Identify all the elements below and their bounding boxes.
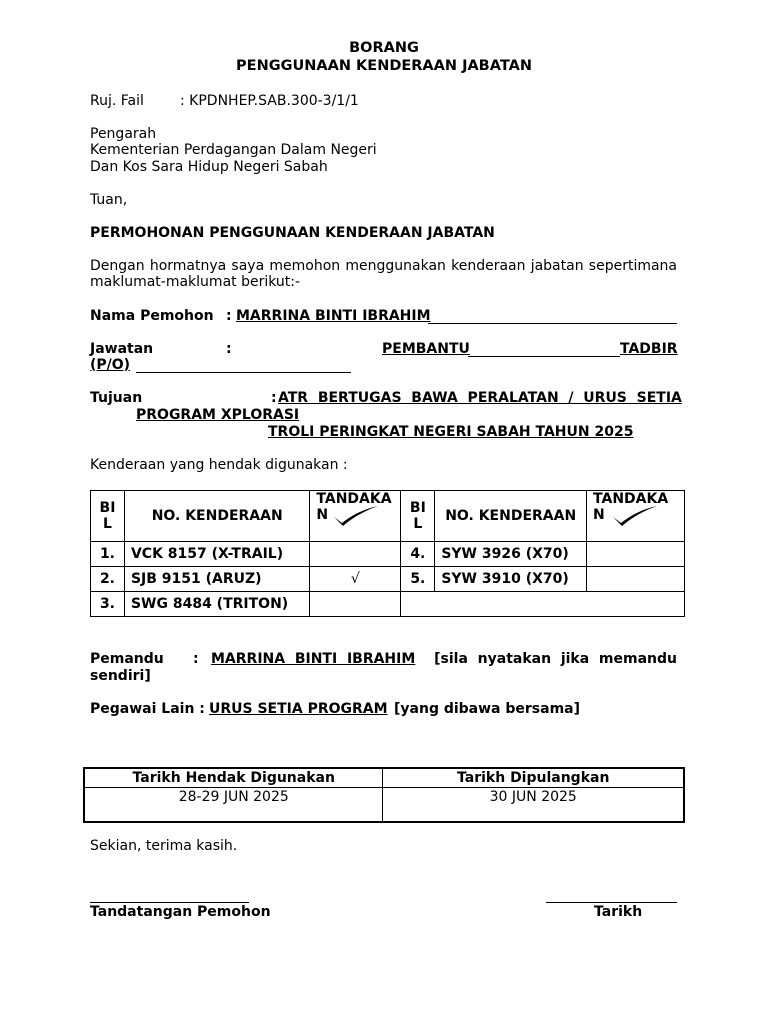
use-date-value[interactable]: 28-29 JUN 2025 bbox=[84, 788, 383, 822]
position-value-1: PEMBANTU bbox=[382, 341, 470, 357]
row-vehicle-no: SJB 9151 (ARUZ) bbox=[124, 567, 309, 592]
row-bil: 3. bbox=[91, 592, 125, 617]
header-no-left: NO. KENDERAAN bbox=[124, 491, 309, 542]
position-colon: : bbox=[226, 341, 232, 357]
row-vehicle-no: SWG 8484 (TRITON) bbox=[124, 592, 309, 617]
signature-line[interactable] bbox=[90, 902, 249, 903]
dates-table bbox=[83, 767, 685, 823]
driver-name: MARRINA BINTI IBRAHIM bbox=[211, 651, 416, 667]
row-vehicle-no: VCK 8157 (X-TRAIL) bbox=[124, 542, 309, 567]
recipient-line3: Dan Kos Sara Hidup Negeri Sabah bbox=[90, 159, 328, 175]
form-subtitle: PENGGUNAAN KENDERAAN JABATAN bbox=[236, 58, 532, 74]
recipient-line1: Pengarah bbox=[90, 126, 157, 142]
row-mark[interactable] bbox=[587, 567, 685, 592]
salutation: Tuan, bbox=[90, 192, 128, 208]
row-vehicle-no: SYW 3910 (X70) bbox=[435, 567, 587, 592]
reference-value: : KPDNHEP.SAB.300-3/1/1 bbox=[180, 93, 359, 109]
position-value-2: TADBIR bbox=[620, 341, 678, 357]
other-staff-note: [yang dibawa bersama] bbox=[394, 701, 581, 717]
row-mark[interactable] bbox=[310, 542, 401, 567]
position-underline-2 bbox=[136, 372, 351, 373]
empty-cell bbox=[401, 592, 685, 617]
applicant-name: MARRINA BINTI IBRAHIM bbox=[236, 308, 431, 324]
reference-label: Ruj. Fail bbox=[90, 93, 144, 109]
purpose-line2: PROGRAM XPLORASI bbox=[136, 407, 300, 423]
row-vehicle-no: SYW 3926 (X70) bbox=[435, 542, 587, 567]
driver-colon: : bbox=[193, 651, 199, 667]
subject-heading: PERMOHONAN PENGGUNAAN KENDERAAN JABATAN bbox=[90, 225, 495, 241]
position-value-3: (P/O) bbox=[90, 357, 131, 373]
row-bil: 5. bbox=[401, 567, 435, 592]
checkmark-icon bbox=[611, 505, 659, 527]
closing-text: Sekian, terima kasih. bbox=[90, 838, 238, 854]
purpose-colon: : bbox=[271, 390, 277, 406]
signature-label: Tandatangan Pemohon bbox=[90, 904, 271, 920]
intro-line1: Dengan hormatnya saya memohon menggunakan kenderaan jabatan sepertimana bbox=[90, 258, 677, 274]
header-tanda-right: TANDAKA N bbox=[587, 491, 685, 542]
header-no-right: NO. KENDERAAN bbox=[435, 491, 587, 542]
return-date-header: Tarikh Dipulangkan bbox=[383, 768, 684, 788]
position-underline-1 bbox=[468, 356, 620, 357]
position-label: Jawatan bbox=[90, 341, 154, 357]
purpose-line3: TROLI PERINGKAT NEGERI SABAH TAHUN 2025 bbox=[268, 424, 634, 440]
driver-note-line2: sendiri] bbox=[90, 668, 151, 684]
row-mark[interactable] bbox=[310, 592, 401, 617]
other-staff-label: Pegawai Lain : bbox=[90, 701, 205, 717]
applicant-colon: : bbox=[226, 308, 232, 324]
table-row bbox=[91, 542, 685, 567]
date-label: Tarikh bbox=[594, 904, 643, 920]
recipient-line2: Kementerian Perdagangan Dalam Negeri bbox=[90, 142, 377, 158]
applicant-label: Nama Pemohon bbox=[90, 308, 214, 324]
return-date-value[interactable]: 30 JUN 2025 bbox=[383, 788, 684, 822]
vehicle-table bbox=[90, 490, 685, 617]
row-bil: 2. bbox=[91, 567, 125, 592]
driver-label: Pemandu bbox=[90, 651, 164, 667]
vehicle-table-header bbox=[91, 491, 685, 542]
purpose-line1: ATR BERTUGAS BAWA PERALATAN / URUS SETIA bbox=[278, 390, 682, 406]
vehicle-intro: Kenderaan yang hendak digunakan : bbox=[90, 457, 348, 473]
header-bil-right: BI L bbox=[401, 491, 435, 542]
header-bil-left: BI L bbox=[91, 491, 125, 542]
intro-line2: maklumat-maklumat berikut:- bbox=[90, 274, 301, 290]
checkmark-icon bbox=[332, 505, 380, 527]
row-mark[interactable]: √ bbox=[310, 567, 401, 592]
driver-note-line1: [sila nyatakan jika memandu bbox=[434, 651, 677, 667]
row-bil: 4. bbox=[401, 542, 435, 567]
form-title: BORANG bbox=[349, 40, 419, 56]
row-mark[interactable] bbox=[587, 542, 685, 567]
applicant-underline bbox=[428, 323, 677, 324]
date-line[interactable] bbox=[546, 902, 677, 903]
purpose-label: Tujuan bbox=[90, 390, 143, 406]
other-staff-value: URUS SETIA PROGRAM bbox=[209, 701, 388, 717]
use-date-header: Tarikh Hendak Digunakan bbox=[84, 768, 383, 788]
row-bil: 1. bbox=[91, 542, 125, 567]
table-row bbox=[91, 592, 685, 617]
header-tanda-left: TANDAKA N bbox=[310, 491, 401, 542]
table-row bbox=[91, 567, 685, 592]
